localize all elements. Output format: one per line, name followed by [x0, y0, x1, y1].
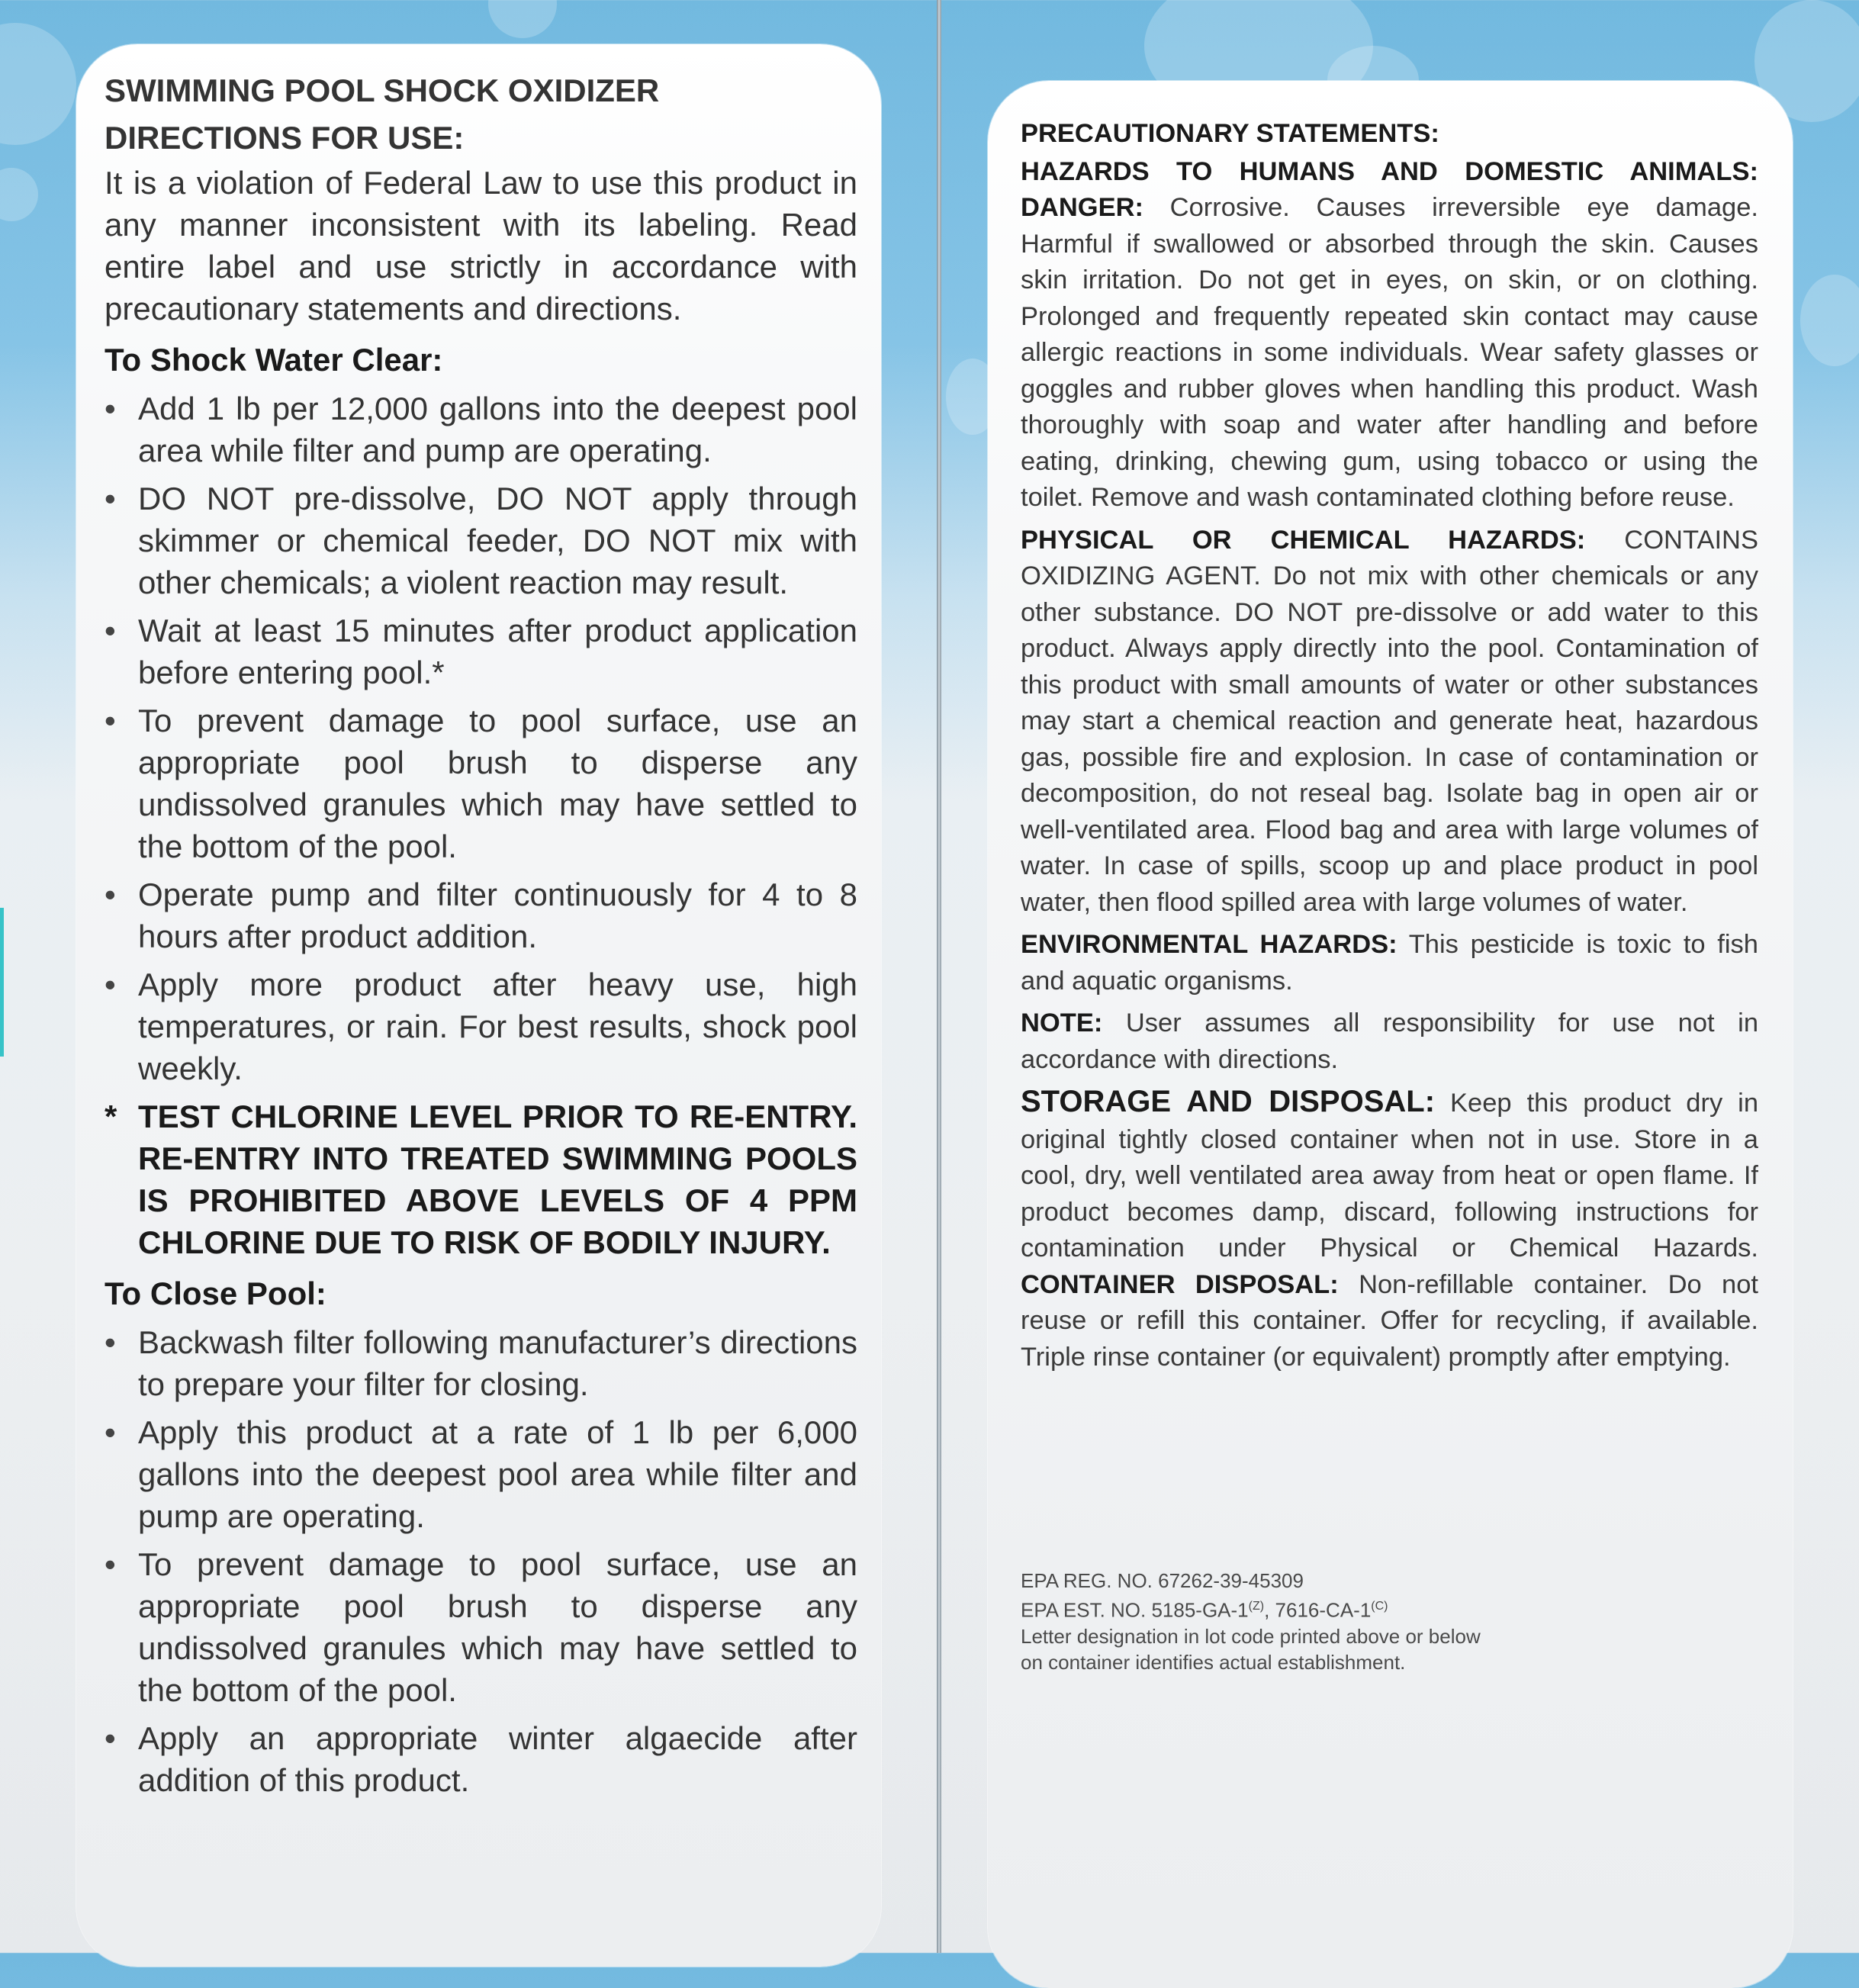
environmental-hazards-label: ENVIRONMENTAL HAZARDS: [1021, 930, 1397, 959]
close-pool-heading: To Close Pool: [105, 1275, 326, 1311]
shock-instructions-list [105, 388, 857, 1089]
background-bubble [0, 23, 76, 145]
asterisk-marker: * [105, 1099, 117, 1134]
list-item: • Wait at least 15 minutes after product application before entering pool.* [105, 610, 857, 693]
directions-heading: DIRECTIONS FOR USE: [105, 120, 465, 156]
container-disposal-text: Non-refillable container. Do not reuse or refill this container. Offer for recycling, if available. Triple rinse container (or equivalent) promptly after emptying. [1021, 1269, 1759, 1372]
list-item: • Add 1 lb per 12,000 gallons into the deepest pool area while filter and pump are operating. [105, 388, 857, 471]
epa-est-number: EPA EST. NO. $5185-GA-1^{(Z)}$, $7616-CA-1^{(C)}$ [1021, 1598, 1388, 1622]
list-item: • DO NOT pre-dissolve, DO NOT apply through skimmer or chemical feeder, DO NOT mix with other chemicals; a violent reaction may result. [105, 478, 857, 603]
container-disposal-label: CONTAINER DISPOSAL: [1021, 1269, 1339, 1299]
storage-disposal-label: STORAGE AND DISPOSAL: [1021, 1085, 1436, 1118]
chlorine-warning-text: TEST CHLORINE LEVEL PRIOR TO RE-ENTRY. RE-ENTRY INTO TREATED SWIMMING POOLS IS PROHIBITED ABOVE LEVELS OF 4 PPM CHLORINE DUE TO RISK OF BODILY INJURY. [138, 1099, 857, 1260]
physical-hazards-section [1021, 523, 1758, 922]
teal-edge-strip [0, 908, 4, 1057]
human-hazards-label: HAZARDS TO HUMANS AND DOMESTIC ANIMALS: DANGER: [1021, 156, 1758, 222]
shock-heading: To Shock Water Clear: [105, 342, 443, 378]
background-bubble [488, 0, 557, 38]
precautions-content [1021, 116, 1758, 1382]
list-item: • To prevent damage to pool surface, use an appropriate pool brush to disperse any undissolved granules which may have settled to the bottom of the pool. [105, 700, 857, 867]
list-item: • Backwash filter following manufacturer’s directions to prepare your filter for closing. [105, 1321, 857, 1405]
note-label: NOTE: [1021, 1008, 1103, 1037]
human-hazards-text: Corrosive. Causes irreversible eye damage. Harmful if swallowed or absorbed through the skin. Causes skin irritation. Do not get in eyes, on skin, or on clothing. Prolonged and frequently repeated skin contact may cause allergic reactions in some individuals. Wear safety glasses or goggles and rubber gloves when handling this product. Wash thoroughly with soap and water after handling and before eating, drinking, chewing gum, using tobacco or using the toilet. Remove and wash contaminated clothing before reuse. [1021, 193, 1758, 512]
precautionary-heading: PRECAUTIONARY STATEMENTS: [1021, 119, 1439, 148]
physical-hazards-label: PHYSICAL OR CHEMICAL HAZARDS: [1021, 525, 1586, 555]
directions-content [105, 67, 857, 1807]
list-item: • Apply an appropriate winter algaecide after addition of this product. [105, 1717, 857, 1801]
epa-registration-block [1021, 1568, 1555, 1675]
human-hazards-section [1021, 154, 1758, 516]
physical-hazards-text: CONTAINS OXIDIZING AGENT. Do not mix with other chemicals or any other substance. DO NOT pre-dissolve or add water to this product. Always apply directly into the pool. Contamination of this product with small amounts of water or other substances may start a chemical reaction and generate heat, hazardous gas, possible fire and explosion. In case of contamination or decomposition, do not reseal bag. Isolate bag in open air or well-ventilated area. Flood bag and area with large volumes of water. In case of spills, scoop up and place product in pool water, then flood spilled area with large volumes of water. [1021, 525, 1758, 917]
note-section [1021, 1005, 1758, 1078]
chlorine-warning [105, 1095, 857, 1263]
storage-disposal-section [1021, 1084, 1758, 1375]
lot-code-note: Letter designation in lot code printed above or below [1021, 1624, 1481, 1648]
environmental-hazards-section [1021, 927, 1758, 999]
close-pool-list [105, 1321, 857, 1801]
list-item: • Apply this product at a rate of 1 lb per 6,000 gallons into the deepest pool area while filter and pump are operating. [105, 1411, 857, 1537]
epa-reg-number: EPA REG. NO. 67262-39-45309 [1021, 1569, 1304, 1592]
product-title: SWIMMING POOL SHOCK OXIDIZER [105, 72, 660, 108]
storage-disposal-text: Keep this product dry in original tightly closed container when not in use. Store in a cool, dry, well ventilated area away from heat or open flame. If product becomes damp, discard, following instructions for contamination under Physical or Chemical Hazards. [1021, 1089, 1759, 1263]
list-item: • Apply more product after heavy use, high temperatures, or rain. For best results, shock pool weekly. [105, 963, 857, 1089]
background-bubble [0, 168, 38, 221]
lot-code-note: on container identifies actual establishment. [1021, 1650, 1406, 1674]
environmental-hazards-text: This pesticide is toxic to fish and aquatic organisms. [1021, 930, 1758, 996]
list-item: • To prevent damage to pool surface, use an appropriate pool brush to disperse any undissolved granules which may have settled to the bottom of the pool. [105, 1543, 857, 1711]
background-bubble [1800, 275, 1859, 366]
panel-fold-divider [937, 0, 941, 1953]
list-item: • Operate pump and filter continuously for 4 to 8 hours after product addition. [105, 873, 857, 957]
note-text: User assumes all responsibility for use not in accordance with directions. [1021, 1008, 1759, 1074]
federal-law-notice: It is a violation of Federal Law to use this product in any manner inconsistent with its labeling. Read entire label and use strictly in accordance with precautionary statements and directions. [105, 165, 857, 327]
